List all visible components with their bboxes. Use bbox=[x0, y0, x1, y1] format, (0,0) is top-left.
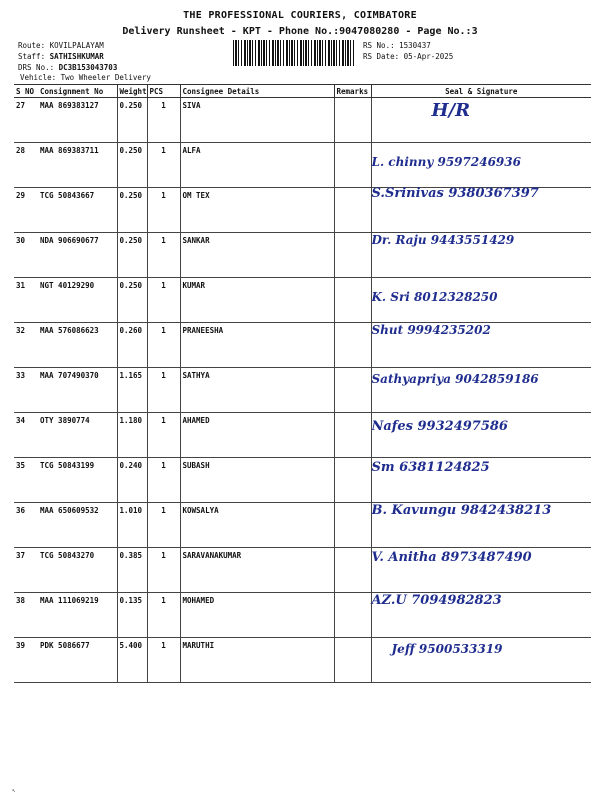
company-name: THE PROFESSIONAL COURIERS, COIMBATORE bbox=[183, 10, 417, 21]
pcs-cell: 1 bbox=[147, 278, 180, 323]
col-remarks: Remarks bbox=[334, 85, 371, 98]
drs-label: DRS No.: bbox=[18, 63, 55, 72]
pcs-cell: 1 bbox=[147, 548, 180, 593]
signature-cell bbox=[371, 368, 591, 413]
handwritten-signature: Sm 6381124825 bbox=[371, 460, 490, 475]
remarks-cell bbox=[334, 548, 371, 593]
consignee-cell: KOWSALYA bbox=[180, 503, 334, 548]
consignment-cell: MAA 111069219 bbox=[38, 593, 117, 638]
vehicle-value: Two Wheeler Delivery bbox=[60, 73, 151, 82]
handwritten-signature: Shut 9994235202 bbox=[371, 323, 491, 337]
pcs-cell: 1 bbox=[147, 638, 180, 683]
weight-cell: 0.250 bbox=[117, 278, 147, 323]
handwritten-signature: B. Kavungu 9842438213 bbox=[371, 503, 552, 518]
weight-cell: 1.165 bbox=[117, 368, 147, 413]
consignment-cell: TCG 50843270 bbox=[38, 548, 117, 593]
table-header-row bbox=[14, 85, 591, 98]
weight-cell: 1.180 bbox=[117, 413, 147, 458]
route-label: Route: bbox=[18, 41, 46, 50]
sno-cell: 31 bbox=[14, 278, 38, 323]
sno-cell: 27 bbox=[14, 98, 38, 143]
col-weight: Weight bbox=[117, 85, 147, 98]
table-row bbox=[14, 503, 591, 548]
sno-cell: 36 bbox=[14, 503, 38, 548]
remarks-cell bbox=[334, 638, 371, 683]
consignee-cell: SUBASH bbox=[180, 458, 334, 503]
remarks-cell bbox=[334, 368, 371, 413]
remarks-cell bbox=[334, 98, 371, 143]
table-row bbox=[14, 98, 591, 143]
consignee-cell: AHAMED bbox=[180, 413, 334, 458]
consignee-cell: MOHAMED bbox=[180, 593, 334, 638]
table-row bbox=[14, 368, 591, 413]
route-line bbox=[18, 40, 104, 51]
remarks-cell bbox=[334, 593, 371, 638]
pcs-cell: 1 bbox=[147, 503, 180, 548]
weight-cell: 0.250 bbox=[117, 188, 147, 233]
rs-date-value: 05-Apr-2025 bbox=[403, 52, 454, 61]
staff-line bbox=[18, 51, 104, 62]
handwritten-signature: Sathyapriya 9042859186 bbox=[371, 372, 539, 386]
table-row bbox=[14, 143, 591, 188]
barcode-icon bbox=[233, 40, 355, 66]
signature-cell bbox=[371, 413, 591, 458]
weight-cell: 0.260 bbox=[117, 323, 147, 368]
table-row bbox=[14, 233, 591, 278]
table-row bbox=[14, 638, 591, 683]
consignment-cell: NGT 40129290 bbox=[38, 278, 117, 323]
consignee-cell: MARUTHI bbox=[180, 638, 334, 683]
table-row bbox=[14, 548, 591, 593]
handwritten-signature: H/R bbox=[431, 100, 471, 121]
sno-cell: 29 bbox=[14, 188, 38, 233]
route-value: KOVILPALAYAM bbox=[49, 41, 104, 50]
signature-cell bbox=[371, 143, 591, 188]
rs-date-line bbox=[363, 51, 453, 62]
handwritten-signature: Nafes 9932497586 bbox=[371, 419, 508, 434]
handwritten-signature: Dr. Raju 9443551429 bbox=[371, 233, 515, 247]
handwritten-signature: L. chinny 9597246936 bbox=[371, 155, 521, 169]
remarks-cell bbox=[334, 278, 371, 323]
col-consignee: Consignee Details bbox=[180, 85, 334, 98]
consignment-cell: TCG 50843199 bbox=[38, 458, 117, 503]
table-row bbox=[14, 458, 591, 503]
sno-cell: 33 bbox=[14, 368, 38, 413]
signature-cell bbox=[371, 458, 591, 503]
consignee-cell: SARAVANAKUMAR bbox=[180, 548, 334, 593]
pcs-cell: 1 bbox=[147, 233, 180, 278]
signature-cell bbox=[371, 548, 591, 593]
table-row bbox=[14, 593, 591, 638]
rs-no-label: RS No.: bbox=[363, 41, 395, 50]
consignee-cell: KUMAR bbox=[180, 278, 334, 323]
table-row bbox=[14, 323, 591, 368]
pcs-cell: 1 bbox=[147, 368, 180, 413]
sno-cell: 30 bbox=[14, 233, 38, 278]
sno-cell: 32 bbox=[14, 323, 38, 368]
consignment-cell: MAA 869383127 bbox=[38, 98, 117, 143]
sno-cell: 37 bbox=[14, 548, 38, 593]
col-sno: S NO bbox=[14, 85, 38, 98]
rs-no-line bbox=[363, 40, 431, 51]
consignee-cell: PRANEESHA bbox=[180, 323, 334, 368]
pcs-cell: 1 bbox=[147, 458, 180, 503]
consignee-cell: ALFA bbox=[180, 143, 334, 188]
consignment-cell: MAA 650609532 bbox=[38, 503, 117, 548]
consignment-cell: MAA 576086623 bbox=[38, 323, 117, 368]
staff-value: SATHISHKUMAR bbox=[49, 52, 104, 61]
corner-mark: ↖ bbox=[12, 787, 16, 794]
handwritten-signature: V. Anitha 8973487490 bbox=[371, 550, 532, 565]
weight-cell: 0.250 bbox=[117, 233, 147, 278]
signature-cell bbox=[371, 188, 591, 233]
handwritten-signature: AZ.U 7094982823 bbox=[371, 593, 502, 608]
table-body bbox=[14, 98, 591, 683]
weight-cell: 0.240 bbox=[117, 458, 147, 503]
remarks-cell bbox=[334, 503, 371, 548]
pcs-cell: 1 bbox=[147, 323, 180, 368]
consignee-cell: SANKAR bbox=[180, 233, 334, 278]
col-seal-signature: Seal & Signature bbox=[371, 85, 591, 98]
handwritten-signature: Jeff 9500533319 bbox=[391, 642, 503, 656]
sno-cell: 34 bbox=[14, 413, 38, 458]
signature-cell bbox=[371, 593, 591, 638]
weight-cell: 5.400 bbox=[117, 638, 147, 683]
consignment-cell: OTY 3890774 bbox=[38, 413, 117, 458]
remarks-cell bbox=[334, 188, 371, 233]
sno-cell: 39 bbox=[14, 638, 38, 683]
weight-cell: 0.135 bbox=[117, 593, 147, 638]
consignment-cell: MAA 869383711 bbox=[38, 143, 117, 188]
vehicle-label: Vehicle: bbox=[20, 73, 57, 82]
vehicle-line bbox=[20, 72, 151, 83]
consignment-cell: TCG 50843667 bbox=[38, 188, 117, 233]
handwritten-signature: K. Sri 8012328250 bbox=[371, 290, 498, 304]
rs-no-value: 1530437 bbox=[399, 41, 431, 50]
col-consignment: Consignment No bbox=[38, 85, 117, 98]
remarks-cell bbox=[334, 323, 371, 368]
handwritten-signature: S.Srinivas 9380367397 bbox=[371, 186, 539, 201]
remarks-cell bbox=[334, 413, 371, 458]
pcs-cell: 1 bbox=[147, 413, 180, 458]
runsheet-title: Delivery Runsheet - KPT - Phone No.:9047080280 - Page No.:3 bbox=[122, 26, 478, 37]
drs-value: DC3B153043703 bbox=[58, 63, 118, 72]
signature-cell bbox=[371, 98, 591, 143]
pcs-cell: 1 bbox=[147, 593, 180, 638]
remarks-cell bbox=[334, 458, 371, 503]
rs-date-label: RS Date: bbox=[363, 52, 400, 61]
runsheet-table bbox=[14, 84, 591, 683]
signature-cell bbox=[371, 278, 591, 323]
signature-cell bbox=[371, 323, 591, 368]
weight-cell: 1.010 bbox=[117, 503, 147, 548]
weight-cell: 0.250 bbox=[117, 143, 147, 188]
consignee-cell: SIVA bbox=[180, 98, 334, 143]
sno-cell: 38 bbox=[14, 593, 38, 638]
remarks-cell bbox=[334, 233, 371, 278]
consignment-cell: PDK 5086677 bbox=[38, 638, 117, 683]
pcs-cell: 1 bbox=[147, 143, 180, 188]
table-row bbox=[14, 278, 591, 323]
table-row bbox=[14, 188, 591, 233]
signature-cell bbox=[371, 503, 591, 548]
staff-label: Staff: bbox=[18, 52, 46, 61]
pcs-cell: 1 bbox=[147, 188, 180, 233]
consignment-cell: NDA 906690677 bbox=[38, 233, 117, 278]
weight-cell: 0.385 bbox=[117, 548, 147, 593]
signature-cell bbox=[371, 233, 591, 278]
table-row bbox=[14, 413, 591, 458]
consignment-cell: MAA 707490370 bbox=[38, 368, 117, 413]
signature-cell bbox=[371, 638, 591, 683]
sno-cell: 35 bbox=[14, 458, 38, 503]
weight-cell: 0.250 bbox=[117, 98, 147, 143]
remarks-cell bbox=[334, 143, 371, 188]
pcs-cell: 1 bbox=[147, 98, 180, 143]
col-pcs: PCS bbox=[147, 85, 180, 98]
consignee-cell: OM TEX bbox=[180, 188, 334, 233]
sno-cell: 28 bbox=[14, 143, 38, 188]
consignee-cell: SATHYA bbox=[180, 368, 334, 413]
